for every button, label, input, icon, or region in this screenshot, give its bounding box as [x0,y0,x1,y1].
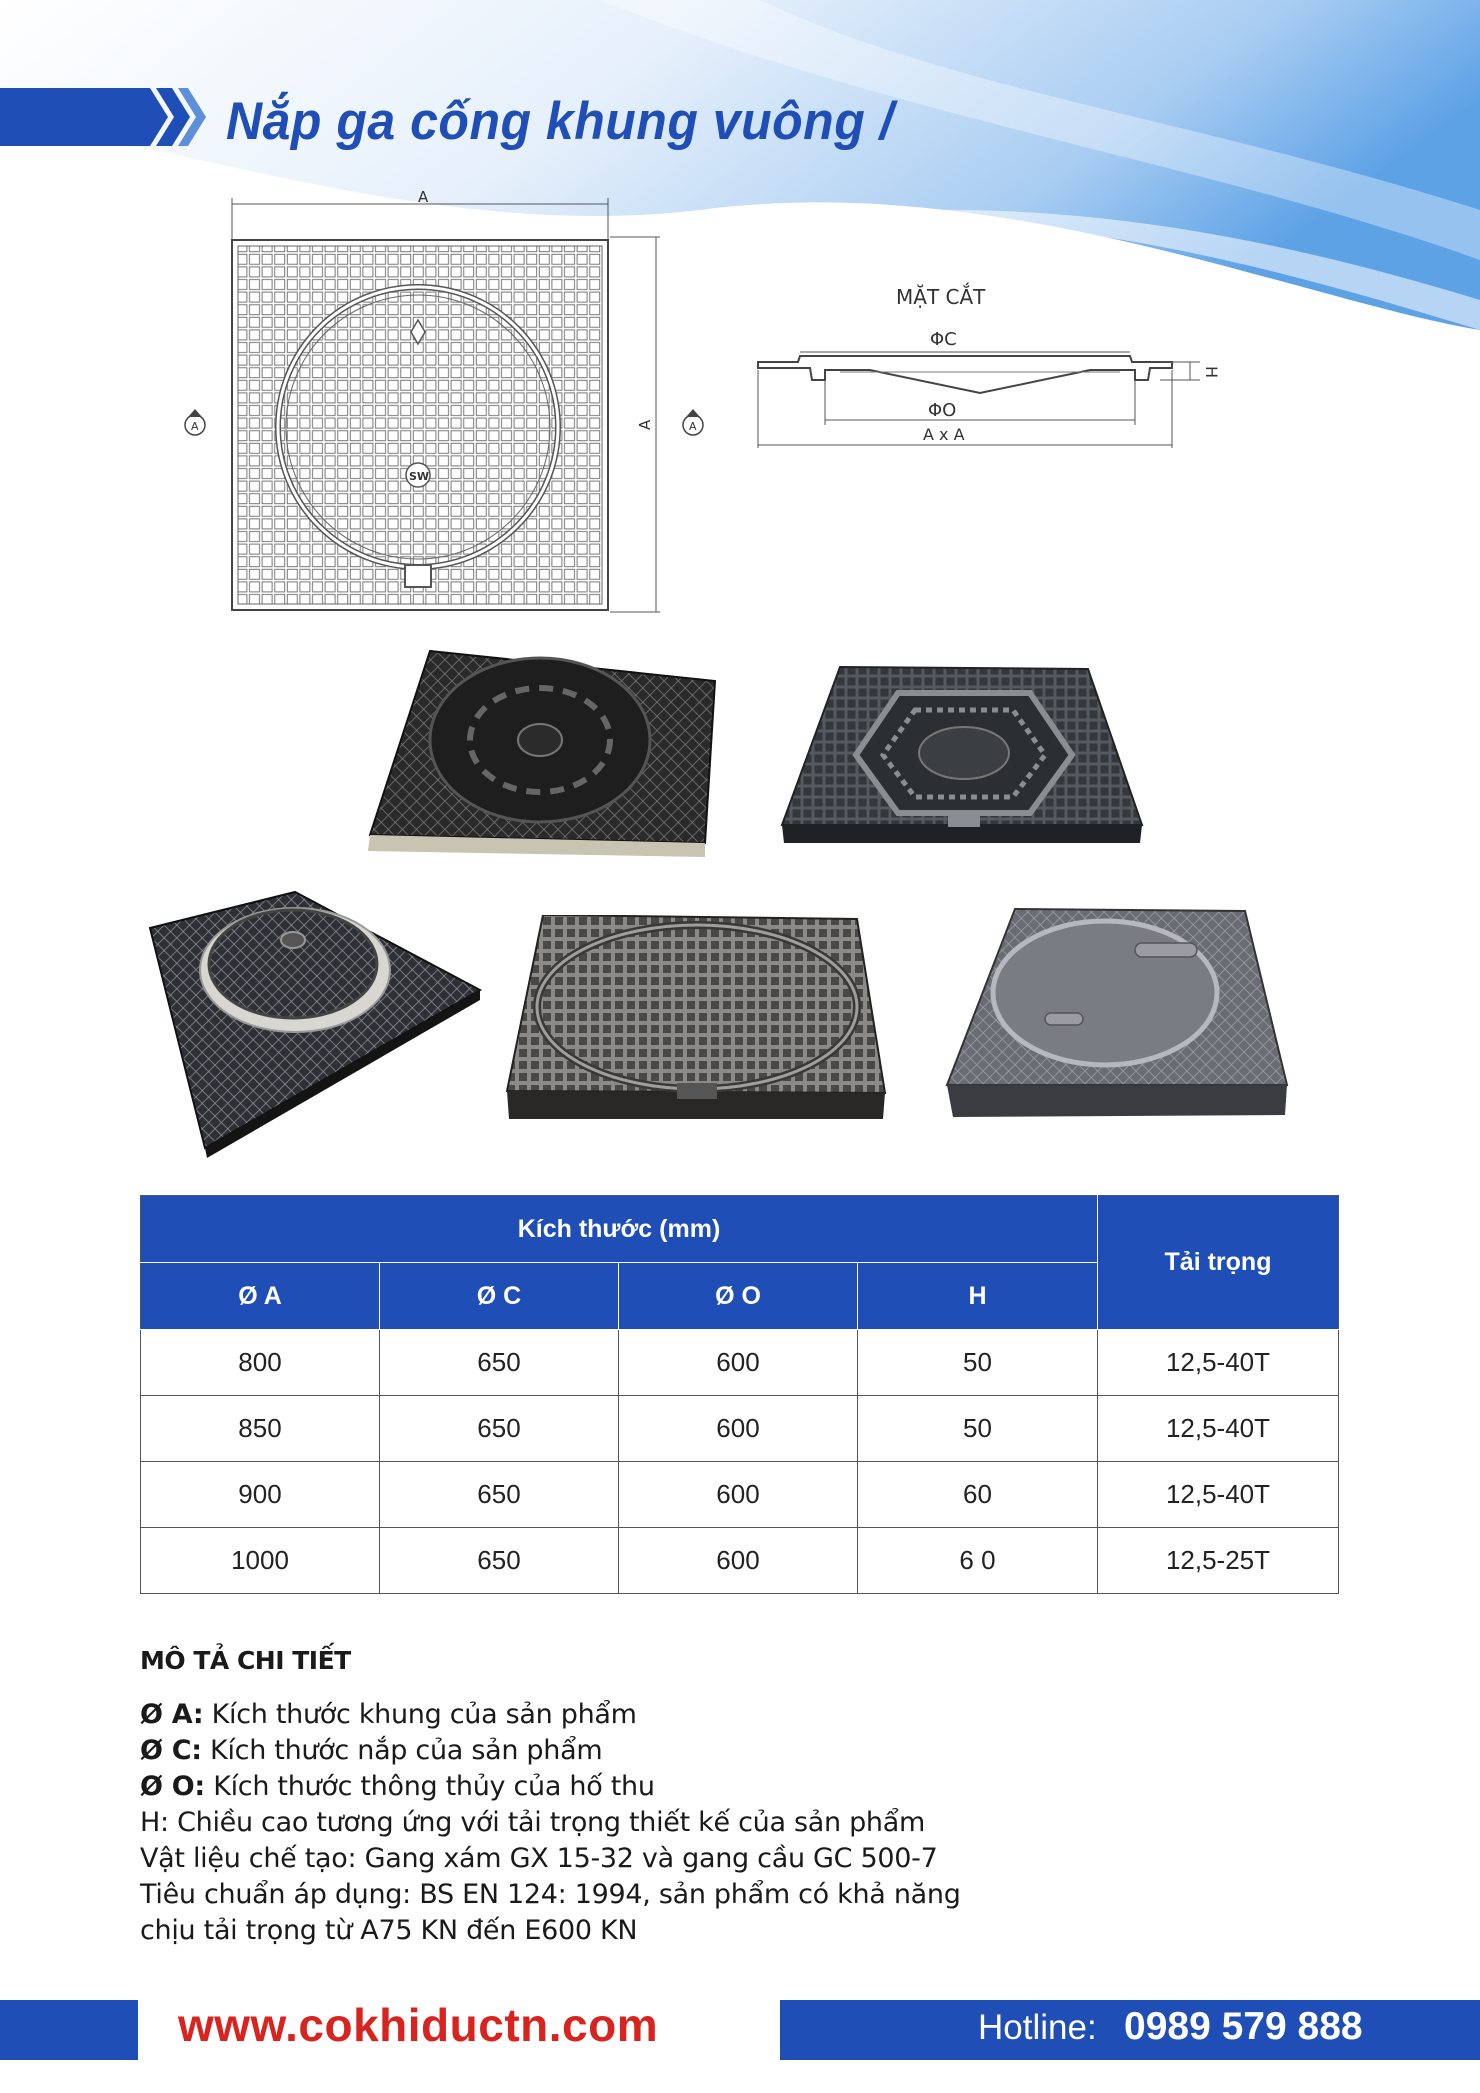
cell-c: 650 [380,1462,619,1528]
table-row [141,1396,1339,1462]
cell-o: 600 [619,1396,858,1462]
cell-a: 900 [141,1462,380,1528]
description-item: Ø O: Kích thước thông thủy của hố thu [140,1771,655,1802]
plan-dim-top-label: A [418,190,429,206]
table-header-a: Ø A [141,1263,380,1330]
website-link[interactable]: www.cokhiductn.com [178,1999,659,2051]
description-item: Ø A: Kích thước khung của sản phẩm [140,1699,637,1730]
logo-sw: SW [409,470,430,483]
spec-table [140,1195,1339,1594]
table-row [141,1330,1339,1396]
section-marker-left [185,409,205,435]
cell-h: 50 [858,1330,1098,1396]
section-drawing [730,280,1230,450]
section-title: MẶT CẮT [896,285,986,309]
table-header-o: Ø O [619,1263,858,1330]
table-row [141,1462,1339,1528]
cell-a: 800 [141,1330,380,1396]
description-title: MÔ TẢ CHI TIẾT [140,1646,351,1675]
plan-drawing [160,190,720,630]
product-photo-square-grid [505,915,890,1120]
dim-axa-label: A x A [923,425,965,444]
product-photo-diamond-grate [360,645,720,865]
dim-o-label: ΦO [928,400,957,421]
cell-o: 600 [619,1330,858,1396]
description-line: Vật liệu chế tạo: Gang xám GX 15-32 và gang cầu GC 500-7 [140,1843,938,1874]
description-section [140,1646,1140,1949]
cell-c: 650 [380,1396,619,1462]
cell-load: 12,5-40T [1098,1462,1339,1528]
cell-a: 1000 [141,1528,380,1594]
product-photo-hex-grate [780,665,1145,845]
plan-dim-side-label: A [636,419,654,430]
cell-c: 650 [380,1330,619,1396]
hotline-number[interactable]: 0989 579 888 [1124,2005,1363,2048]
product-photo-round-raised [145,880,485,1160]
cell-h: 50 [858,1396,1098,1462]
title-chevron-bar [0,88,210,146]
description-item: Ø C: Kích thước nắp của sản phẩm [140,1735,603,1766]
table-load-header: Tải trọng [1098,1196,1339,1330]
table-row [141,1528,1339,1594]
cell-load: 12,5-25T [1098,1528,1339,1594]
description-line: H: Chiều cao tương ứng với tải trọng thiết kế của sản phẩm [140,1807,925,1838]
table-header-h: H [858,1263,1098,1330]
table-group-header: Kích thước (mm) [141,1196,1098,1263]
dim-h-label: H [1202,366,1221,379]
cell-load: 12,5-40T [1098,1330,1339,1396]
dim-c-label: ΦC [930,329,957,350]
cell-c: 650 [380,1528,619,1594]
cell-h: 6 0 [858,1528,1098,1594]
cell-load: 12,5-40T [1098,1396,1339,1462]
svg-text:A: A [689,420,697,433]
product-photo-grey-cover [945,905,1290,1120]
svg-text:A: A [191,420,199,433]
description-line: Tiêu chuẩn áp dụng: BS EN 124: 1994, sản phẩm có khả năng [140,1879,961,1910]
table-header-c: Ø C [380,1263,619,1330]
page-title: Nắp ga cống khung vuông / [226,91,895,151]
cell-h: 60 [858,1462,1098,1528]
description-line: chịu tải trọng từ A75 KN đến E600 KN [140,1915,638,1946]
footer-left-bar [0,2000,138,2060]
cell-o: 600 [619,1528,858,1594]
hotline-label: Hotline: [978,2008,1097,2047]
cell-a: 850 [141,1396,380,1462]
cell-o: 600 [619,1462,858,1528]
section-marker-right [683,409,703,435]
